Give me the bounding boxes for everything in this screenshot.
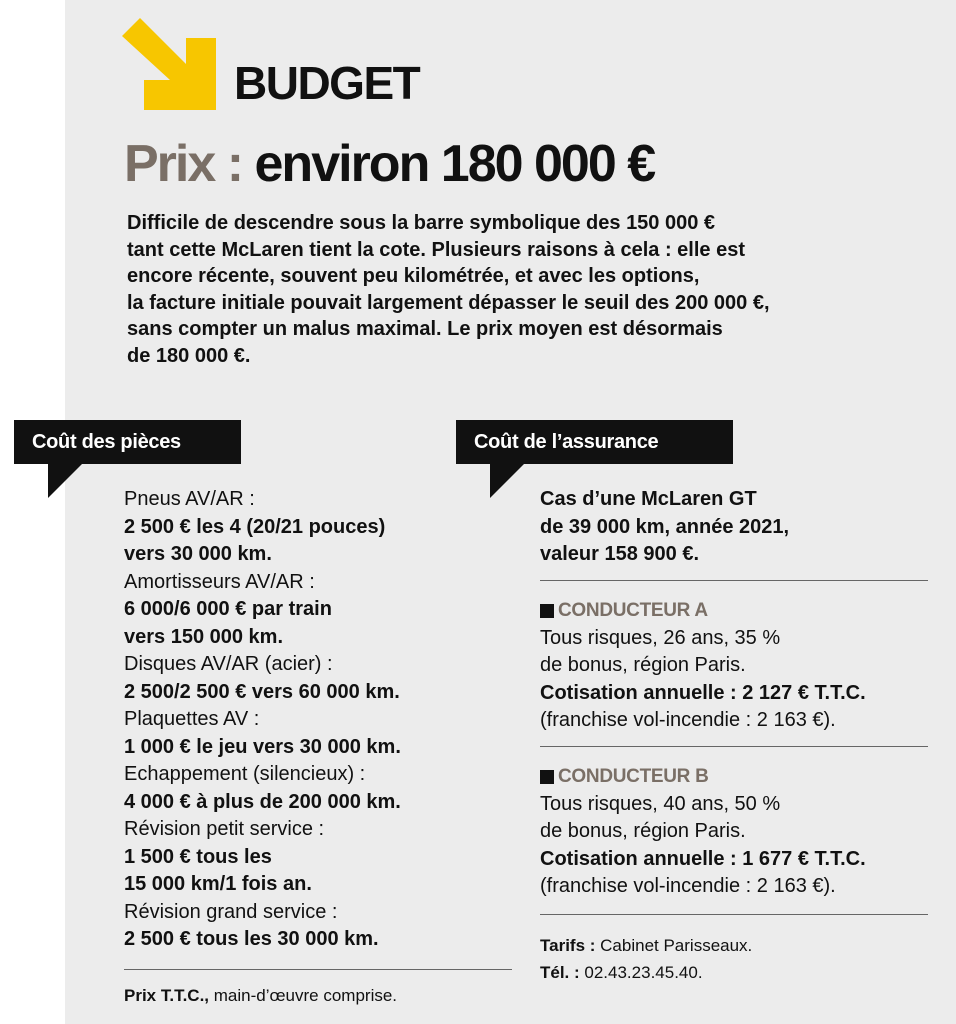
case-line: Cas d’une McLaren GT — [540, 488, 757, 510]
tarifs-value: Cabinet Parisseaux. — [595, 936, 753, 955]
parts-footnote — [124, 986, 397, 1006]
divider — [540, 746, 928, 747]
part-label: Révision petit service : — [124, 818, 325, 840]
driver-franchise: (franchise vol-incendie : 2 163 €). — [540, 875, 836, 897]
square-bullet-icon — [540, 604, 554, 618]
part-label: Plaquettes AV : — [124, 708, 260, 730]
footnote-text: main-d’œuvre comprise. — [209, 986, 398, 1005]
section-title: BUDGET — [234, 57, 420, 109]
driver-desc: de bonus, région Paris. — [540, 654, 746, 676]
parts-list — [124, 486, 514, 954]
part-value: vers 30 000 km. — [124, 543, 272, 565]
part-value: vers 150 000 km. — [124, 625, 284, 648]
intro-line: sans compter un malus maximal. Le prix moyen est désormais — [127, 318, 723, 340]
intro-line: la facture initiale pouvait largement dépasser le seuil des 200 000 €, — [127, 291, 770, 314]
part-label: Amortisseurs AV/AR : — [124, 570, 315, 593]
part-label: Révision grand service : — [124, 900, 338, 923]
part-value: 1 000 € le jeu vers 30 000 km. — [124, 735, 401, 758]
part-value: 1 500 € tous les — [124, 845, 272, 868]
tel-line — [540, 959, 752, 986]
tarifs-line — [540, 932, 752, 959]
tarifs-label: Tarifs : — [540, 936, 596, 955]
part-label: Echappement (silencieux) : — [124, 763, 366, 785]
part-value: 2 500 € les 4 (20/21 pouces) — [124, 515, 386, 538]
intro-line: de 180 000 €. — [127, 344, 251, 367]
price-headline — [124, 135, 655, 193]
tel-value: 02.43.23.45.40. — [579, 963, 703, 982]
case-line: de 39 000 km, année 2021, — [540, 515, 790, 538]
insurance-case — [540, 486, 930, 569]
driver-cotisation: Cotisation annuelle : 2 127 € T.T.C. — [540, 681, 866, 704]
part-value: 2 500 € tous les 30 000 km. — [124, 928, 379, 950]
divider — [540, 914, 928, 915]
divider — [540, 580, 928, 581]
parts-cost-tag-label: Coût des pièces — [32, 431, 181, 453]
driver-franchise: (franchise vol-incendie : 2 163 €). — [540, 709, 836, 731]
intro-line: Difficile de descendre sous la barre symbolique des 150 000 € — [127, 212, 716, 234]
part-value: 4 000 € à plus de 200 000 km. — [124, 790, 401, 813]
part-value: 6 000/6 000 € par train — [124, 598, 332, 620]
driver-b-block — [540, 763, 930, 901]
driver-desc: de bonus, région Paris. — [540, 820, 746, 842]
headline-prefix: Prix : — [124, 135, 243, 193]
tel-label: Tél. : — [540, 963, 580, 982]
driver-cotisation: Cotisation annuelle : 1 677 € T.T.C. — [540, 847, 866, 870]
part-label: Disques AV/AR (acier) : — [124, 653, 333, 675]
case-line: valeur 158 900 €. — [540, 543, 700, 565]
footnote-bold: Prix T.T.C., — [124, 986, 210, 1005]
part-value: 2 500/2 500 € vers 60 000 km. — [124, 680, 400, 703]
driver-b-heading-label: CONDUCTEUR B — [558, 766, 709, 787]
tag-tail — [48, 464, 82, 498]
part-label: Pneus AV/AR : — [124, 488, 255, 510]
driver-b-heading — [540, 763, 930, 791]
driver-a-block — [540, 597, 930, 735]
intro-line: tant cette McLaren tient la cote. Plusieurs raisons à cela : elle est — [127, 238, 746, 261]
headline-price: environ 180 000 € — [254, 135, 655, 193]
parts-cost-tag — [14, 420, 241, 464]
tarifs-footnote — [540, 932, 752, 986]
intro-line: encore récente, souvent peu kilométrée, et avec les options, — [127, 265, 700, 287]
tag-tail — [490, 464, 524, 498]
divider — [124, 969, 512, 970]
arrow-down-right-icon — [122, 18, 216, 110]
part-value: 15 000 km/1 fois an. — [124, 873, 312, 895]
square-bullet-icon — [540, 770, 554, 784]
intro-paragraph — [127, 210, 927, 369]
insurance-cost-tag-label: Coût de l’assurance — [474, 431, 659, 453]
driver-desc: Tous risques, 40 ans, 50 % — [540, 792, 781, 815]
driver-desc: Tous risques, 26 ans, 35 % — [540, 626, 781, 649]
driver-a-heading — [540, 597, 930, 625]
driver-a-heading-label: CONDUCTEUR A — [558, 600, 708, 621]
insurance-cost-tag — [456, 420, 733, 464]
